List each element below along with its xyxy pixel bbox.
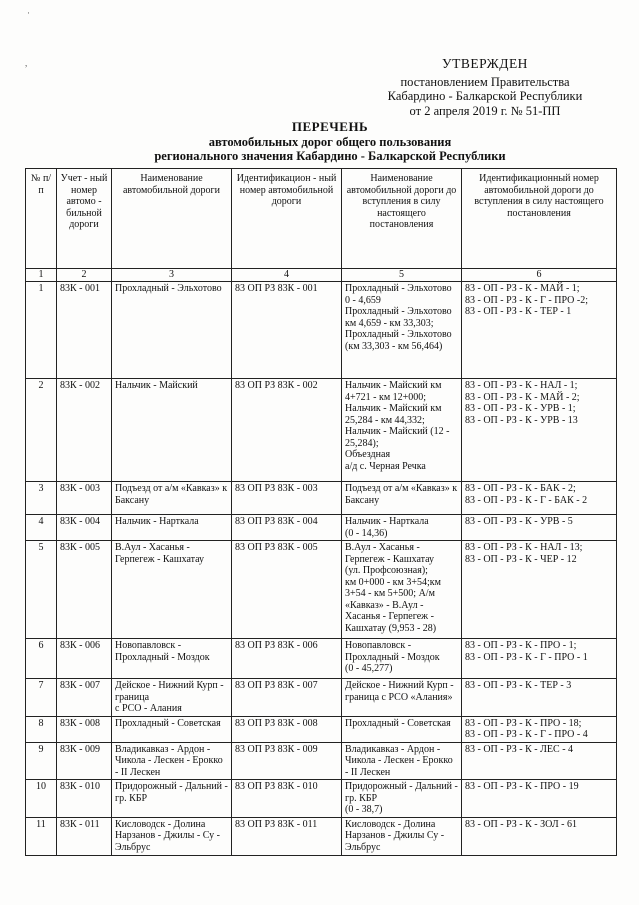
column-number: 1 — [26, 269, 57, 282]
row-number: 11 — [26, 817, 57, 855]
title-line-2: регионального значения Кабардино - Балкарской Республики — [154, 149, 506, 163]
row-road-id: 83 ОП РЗ 83К - 001 — [232, 282, 342, 379]
row-road-id: 83 ОП РЗ 83К - 006 — [232, 639, 342, 679]
row-number: 10 — [26, 780, 57, 818]
row-road-id: 83 ОП РЗ 83К - 009 — [232, 742, 342, 780]
row-reg-number: 83К - 002 — [57, 379, 112, 482]
row-road-name: Нальчик - Майский — [112, 379, 232, 482]
column-number: 2 — [57, 269, 112, 282]
column-numbers-row — [26, 269, 617, 282]
row-reg-number: 83К - 004 — [57, 515, 112, 541]
row-road-id: 83 ОП РЗ 83К - 003 — [232, 482, 342, 515]
column-number: 4 — [232, 269, 342, 282]
row-number: 9 — [26, 742, 57, 780]
row-old-road-name: Новопавловск - Прохладный - Моздок (0 - 45,277) — [342, 639, 462, 679]
row-road-name: Прохладный - Советская — [112, 716, 232, 742]
row-number: 1 — [26, 282, 57, 379]
row-reg-number: 83К - 008 — [57, 716, 112, 742]
table-row — [26, 379, 617, 482]
row-reg-number: 83К - 007 — [57, 679, 112, 717]
header-road-id: Идентификацион - ный номер автомобильной дороги — [232, 169, 342, 269]
header-road-name: Наименование автомобильной дороги — [112, 169, 232, 269]
column-number: 3 — [112, 269, 232, 282]
row-road-id: 83 ОП РЗ 83К - 008 — [232, 716, 342, 742]
row-road-name: В.Аул - Хасанья - Герпегеж - Кашхатау — [112, 541, 232, 639]
table-row — [26, 742, 617, 780]
row-old-road-name: Подъезд от а/м «Кавказ» к Баксану — [342, 482, 462, 515]
row-road-name: Дейское - Нижний Курп - граница с РСО - Алания — [112, 679, 232, 717]
row-road-name: Кисловодск - Долина Нарзанов - Джилы - Су - Эльбрус — [112, 817, 232, 855]
row-old-road-id: 83 - ОП - РЗ - К - ЗОЛ - 61 — [462, 817, 617, 855]
row-old-road-name: Кисловодск - Долина Нарзанов - Джилы Су - Эльбрус — [342, 817, 462, 855]
column-number: 5 — [342, 269, 462, 282]
row-road-id: 83 ОП РЗ 83К - 007 — [232, 679, 342, 717]
approval-heading: УТВЕРЖДЕН — [442, 56, 528, 71]
row-number: 6 — [26, 639, 57, 679]
row-old-road-id: 83 - ОП - РЗ - К - УРВ - 5 — [462, 515, 617, 541]
column-number: 6 — [462, 269, 617, 282]
row-old-road-id: 83 - ОП - РЗ - К - ПРО - 1; 83 - ОП - РЗ - К - Г - ПРО - 1 — [462, 639, 617, 679]
approval-block — [350, 57, 620, 118]
row-reg-number: 83К - 005 — [57, 541, 112, 639]
table-row — [26, 541, 617, 639]
row-old-road-name: Дейское - Нижний Курп - граница с РСО «Алания» — [342, 679, 462, 717]
document-title — [100, 120, 560, 163]
row-old-road-name: Нальчик - Майский км 4+721 - км 12+000; Нальчик - Майский км 25,284 - км 44,332; Нальчик - Майский (12 - 25,284); Объездная а/д с. Черная Речка — [342, 379, 462, 482]
table-header-row — [26, 169, 617, 269]
table-row — [26, 817, 617, 855]
row-road-id: 83 ОП РЗ 83К - 010 — [232, 780, 342, 818]
table-row — [26, 515, 617, 541]
row-road-name: Нальчик - Нарткала — [112, 515, 232, 541]
row-road-name: Подъезд от а/м «Кавказ» к Баксану — [112, 482, 232, 515]
row-old-road-id: 83 - ОП - РЗ - К - ПРО - 18; 83 - ОП - РЗ - К - Г - ПРО - 4 — [462, 716, 617, 742]
row-old-road-name: Прохладный - Советская — [342, 716, 462, 742]
row-road-id: 83 ОП РЗ 83К - 005 — [232, 541, 342, 639]
table-row — [26, 482, 617, 515]
scan-speck: · — [27, 8, 30, 18]
header-reg-number: Учет - ный номер автомо - бильной дороги — [57, 169, 112, 269]
row-old-road-name: Прохладный - Эльхотово 0 - 4,659 Прохладный - Эльхотово км 4,659 - км 33,303; Прохладный - Эльхотово (км 33,303 - км 56,464) — [342, 282, 462, 379]
approval-line-3: от 2 апреля 2019 г. № 51-ПП — [409, 103, 561, 118]
title-main: ПЕРЕЧЕНЬ — [291, 119, 369, 134]
row-road-name: Прохладный - Эльхотово — [112, 282, 232, 379]
table-row — [26, 780, 617, 818]
row-road-id: 83 ОП РЗ 83К - 011 — [232, 817, 342, 855]
row-old-road-id: 83 - ОП - РЗ - К - ТЕР - 3 — [462, 679, 617, 717]
header-old-road-id: Идентификационный номер автомобильной дороги до вступления в силу настоящего постановления — [462, 169, 617, 269]
row-number: 7 — [26, 679, 57, 717]
row-old-road-name: В.Аул - Хасанья - Герпегеж - Кашхатау (ул. Профсоюзная); км 0+000 - км 3+54;км 3+54 - км 5+500; А/м «Кавказ» - В.Аул - Хасанья - Герпегеж - Кашхатау (9,953 - 28) — [342, 541, 462, 639]
row-number: 4 — [26, 515, 57, 541]
row-old-road-id: 83 - ОП - РЗ - К - ПРО - 19 — [462, 780, 617, 818]
row-road-id: 83 ОП РЗ 83К - 004 — [232, 515, 342, 541]
row-number: 5 — [26, 541, 57, 639]
row-road-id: 83 ОП РЗ 83К - 002 — [232, 379, 342, 482]
approval-line-2: Кабардино - Балкарской Республики — [387, 89, 583, 103]
table-row — [26, 639, 617, 679]
row-reg-number: 83К - 001 — [57, 282, 112, 379]
row-number: 3 — [26, 482, 57, 515]
title-line-1: автомобильных дорог общего пользования — [208, 135, 452, 149]
row-reg-number: 83К - 010 — [57, 780, 112, 818]
table-row — [26, 679, 617, 717]
row-reg-number: 83К - 011 — [57, 817, 112, 855]
row-old-road-name: Владикавказ - Ардон - Чикола - Лескен - Ерокко - II Лескен — [342, 742, 462, 780]
row-road-name: Владикавказ - Ардон - Чикола - Лескен - Ерокко - II Лескен — [112, 742, 232, 780]
row-old-road-id: 83 - ОП - РЗ - К - НАЛ - 1; 83 - ОП - РЗ - К - МАЙ - 2; 83 - ОП - РЗ - К - УРВ - 1; 83 - ОП - РЗ - К - УРВ - 13 — [462, 379, 617, 482]
header-old-road-name: Наименование автомобильной дороги до вступления в силу настоящего постановления — [342, 169, 462, 269]
approval-line-1: постановлением Правительства — [400, 74, 570, 89]
table-row — [26, 282, 617, 379]
row-reg-number: 83К - 006 — [57, 639, 112, 679]
table-row — [26, 716, 617, 742]
table-body — [26, 282, 617, 856]
header-number: № п/п — [26, 169, 57, 269]
row-reg-number: 83К - 009 — [57, 742, 112, 780]
row-old-road-name: Нальчик - Нарткала (0 - 14,36) — [342, 515, 462, 541]
row-number: 2 — [26, 379, 57, 482]
row-road-name: Новопавловск - Прохладный - Моздок — [112, 639, 232, 679]
row-reg-number: 83К - 003 — [57, 482, 112, 515]
row-old-road-id: 83 - ОП - РЗ - К - МАЙ - 1; 83 - ОП - РЗ - К - Г - ПРО -2; 83 - ОП - РЗ - К - ТЕР - 1 — [462, 282, 617, 379]
row-old-road-id: 83 - ОП - РЗ - К - БАК - 2; 83 - ОП - РЗ - К - Г - БАК - 2 — [462, 482, 617, 515]
roads-table — [25, 168, 617, 856]
row-old-road-name: Придорожный - Дальний - гр. КБР (0 - 38,7) — [342, 780, 462, 818]
row-old-road-id: 83 - ОП - РЗ - К - ЛЕС - 4 — [462, 742, 617, 780]
row-road-name: Придорожный - Дальний - гр. КБР — [112, 780, 232, 818]
scan-speck: , — [25, 58, 28, 68]
row-number: 8 — [26, 716, 57, 742]
row-old-road-id: 83 - ОП - РЗ - К - НАЛ - 13; 83 - ОП - РЗ - К - ЧЕР - 12 — [462, 541, 617, 639]
